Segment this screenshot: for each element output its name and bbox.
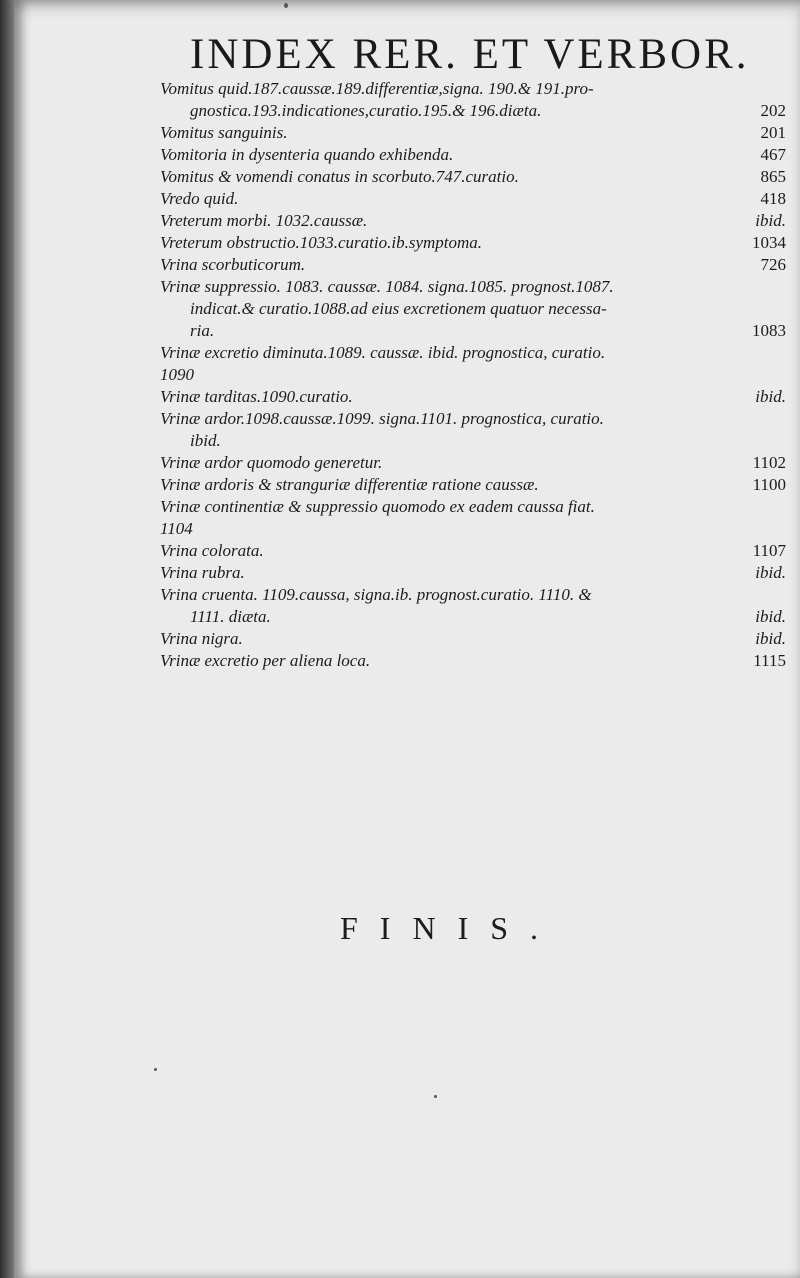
- index-entry-text: Vreterum morbi. 1032.caussæ.: [160, 211, 368, 230]
- index-header: INDEX RER. ET VERBOR.: [190, 31, 750, 78]
- index-entry-page-ref: 418: [760, 189, 786, 208]
- index-entry: [160, 100, 790, 122]
- index-entry-text: Vrinæ ardor quomodo generetur.: [160, 453, 383, 472]
- index-entry-text: Vrina nigra.: [160, 629, 243, 648]
- index-entry-page-ref: 865: [760, 167, 786, 186]
- index-entry: [160, 254, 790, 276]
- index-entry: [160, 166, 790, 188]
- index-entry: [160, 408, 790, 430]
- index-entry-text: 1090: [160, 365, 194, 384]
- ink-speck: [284, 3, 288, 8]
- index-entry-text: Vrina scorbuticorum.: [160, 255, 306, 274]
- index-entry-text: Vrinæ ardor.1098.caussæ.1099. signa.1101. prognostica, curatio.: [160, 409, 604, 428]
- index-entry-page-ref: ibid.: [755, 629, 786, 648]
- index-entry-page-ref: 1034: [752, 233, 786, 252]
- index-entry-text: Vrina cruenta. 1109.caussa, signa.ib. prognost.curatio. 1110. &: [160, 585, 592, 604]
- index-entry-text: Vreterum obstructio.1033.curatio.ib.symptoma.: [160, 233, 483, 252]
- index-entry-text: Vrinæ excretio diminuta.1089. caussæ. ibid. prognostica, curatio.: [160, 343, 606, 362]
- index-entry-text: Vrina rubra.: [160, 563, 245, 582]
- index-entry: [160, 364, 790, 386]
- index-entry: [160, 518, 790, 540]
- index-entry-text: ria.: [190, 321, 215, 340]
- index-entry-page-ref: 1083: [752, 321, 786, 340]
- index-entry-text: Vomitus quid.187.caussæ.189.differentiæ,signa. 190.& 191.pro-: [160, 79, 594, 98]
- index-entry-list: [160, 78, 790, 672]
- index-entry-text: Vrinæ ardoris & stranguriæ differentiæ ratione caussæ.: [160, 475, 539, 494]
- index-entry: [160, 430, 790, 452]
- index-entry-page-ref: ibid.: [755, 563, 786, 582]
- index-entry: [160, 606, 790, 628]
- index-entry-page-ref: 726: [760, 255, 786, 274]
- index-entry: [160, 540, 790, 562]
- index-entry-page-ref: 202: [760, 101, 786, 120]
- index-entry-page-ref: 1100: [752, 475, 786, 494]
- index-entry: [160, 628, 790, 650]
- index-entry: [160, 474, 790, 496]
- index-entry: [160, 650, 790, 672]
- index-entry-text: Vomitus sanguinis.: [160, 123, 288, 142]
- index-entry-page-ref: 467: [760, 145, 786, 164]
- index-entry: [160, 232, 790, 254]
- index-entry: [160, 298, 790, 320]
- ink-speck: [154, 1068, 157, 1071]
- index-entry-text: Vomitus & vomendi conatus in scorbuto.747.curatio.: [160, 167, 519, 186]
- finis-text: FINIS.: [340, 910, 561, 946]
- index-entry-text: Vrina colorata.: [160, 541, 264, 560]
- index-entry-page-ref: ibid.: [755, 607, 786, 626]
- index-entry: [160, 562, 790, 584]
- index-entry: [160, 452, 790, 474]
- index-entry-page-ref: 1102: [752, 453, 786, 472]
- index-entry-text: Vrinæ excretio per aliena loca.: [160, 651, 371, 670]
- index-entry-text: gnostica.193.indicationes,curatio.195.& 196.diæta.: [190, 101, 542, 120]
- index-entry-text: Vrinæ tarditas.1090.curatio.: [160, 387, 353, 406]
- book-spine-shadow: [0, 0, 14, 1278]
- index-entry: [160, 496, 790, 518]
- index-entry: [160, 584, 790, 606]
- index-entry: [160, 276, 790, 298]
- index-entry: [160, 188, 790, 210]
- index-entry: [160, 342, 790, 364]
- index-entry-text: Vomitoria in dysenteria quando exhibenda.: [160, 145, 454, 164]
- index-entry-page-ref: 1115: [753, 651, 786, 670]
- index-entry-text: ibid.: [190, 431, 221, 450]
- index-entry: [160, 320, 790, 342]
- index-entry: [160, 210, 790, 232]
- index-entry-text: Vredo quid.: [160, 189, 239, 208]
- index-entry-text: Vrinæ suppressio. 1083. caussæ. 1084. signa.1085. prognost.1087.: [160, 277, 614, 296]
- index-entry-text: indicat.& curatio.1088.ad eius excretionem quatuor necessa-: [190, 299, 607, 318]
- index-entry-text: 1104: [160, 519, 193, 538]
- index-entry-page-ref: ibid.: [755, 211, 786, 230]
- index-entry-text: Vrinæ continentiæ & suppressio quomodo ex eadem caussa fiat.: [160, 497, 595, 516]
- index-entry-page-ref: ibid.: [755, 387, 786, 406]
- index-entry: [160, 386, 790, 408]
- ink-speck: [434, 1095, 437, 1098]
- index-entry: [160, 78, 790, 100]
- index-entry-text: 1111. diæta.: [190, 607, 271, 626]
- index-entry: [160, 144, 790, 166]
- index-entry-page-ref: 1107: [752, 541, 786, 560]
- index-entry: [160, 122, 790, 144]
- index-entry-page-ref: 201: [760, 123, 786, 142]
